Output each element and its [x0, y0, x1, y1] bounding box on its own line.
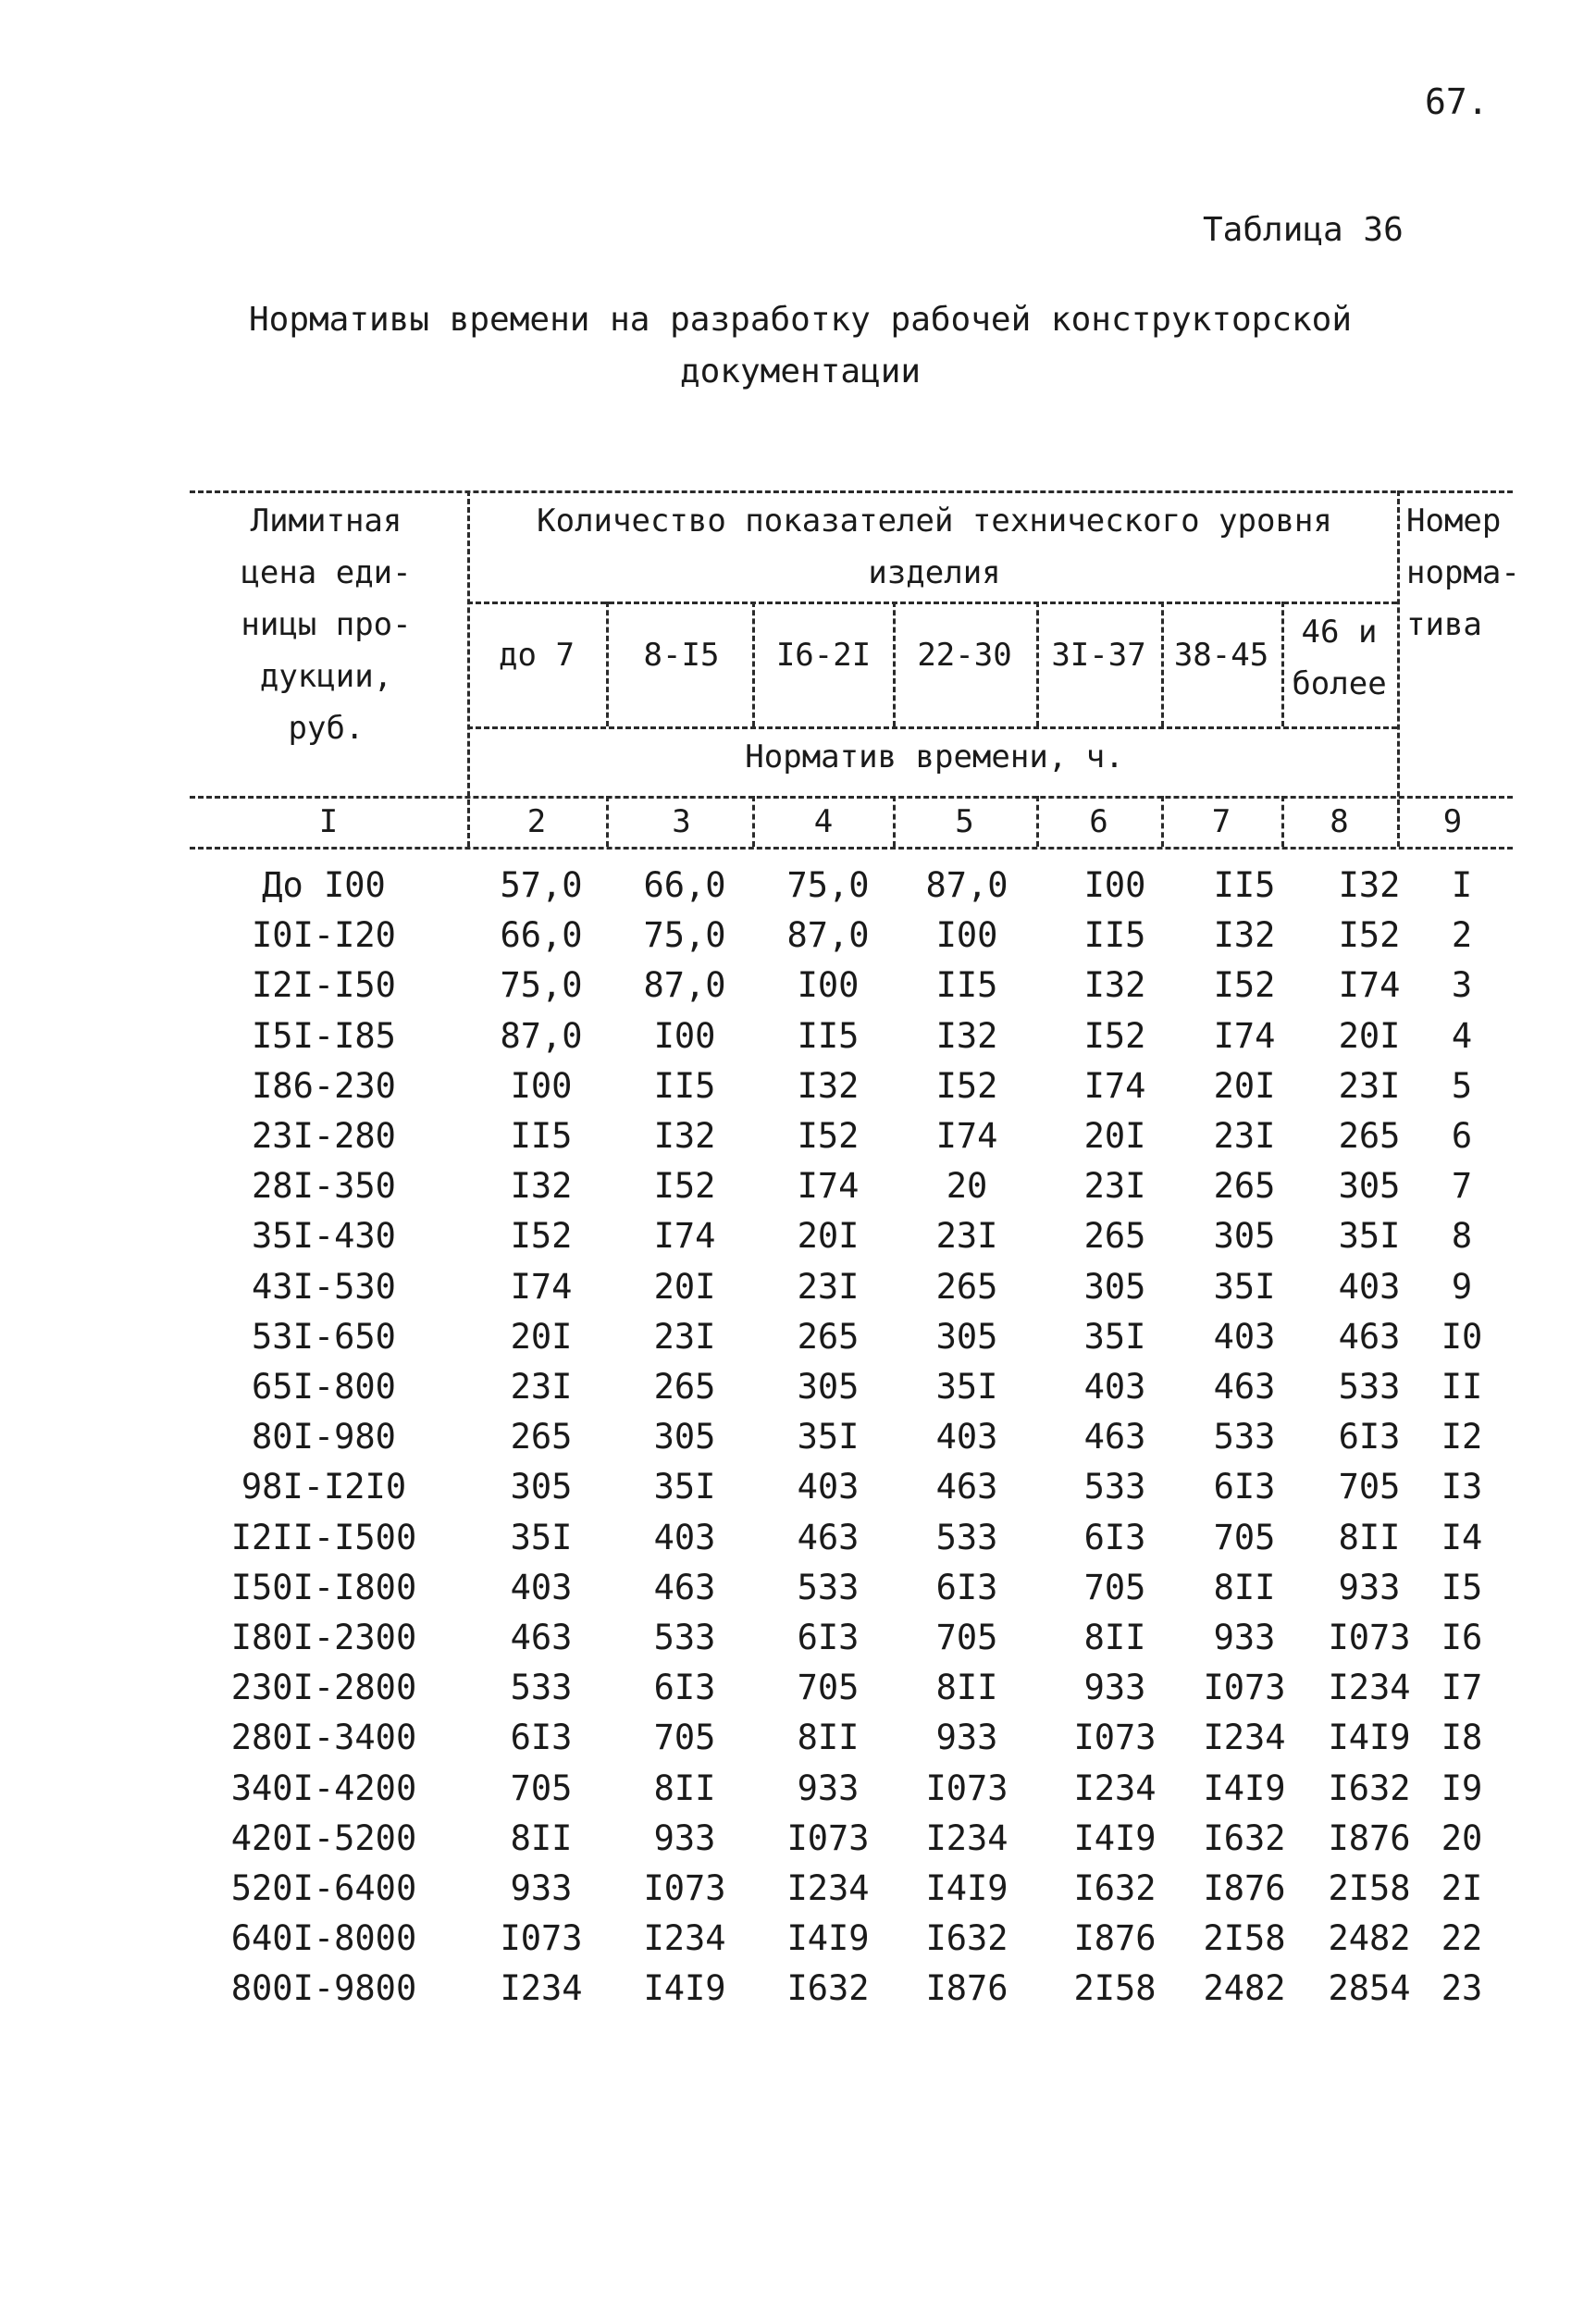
table-cell-col8: 23I [1338, 1065, 1401, 1106]
table-cell-col6: I073 [1073, 1718, 1157, 1758]
table-cell-col7: 305 [1213, 1216, 1276, 1257]
table-cell-col9: I9 [1441, 1767, 1483, 1808]
col-number-6: 6 [1089, 803, 1108, 840]
table-cell-col5: 35I [935, 1367, 998, 1407]
table-row [0, 1968, 1596, 2018]
table-cell-col8: I073 [1328, 1618, 1411, 1657]
table-row [0, 1568, 1596, 1618]
table-cell-col5: I00 [935, 915, 998, 956]
table-cell-col4: I073 [786, 1817, 870, 1858]
table-cell-col7: I74 [1213, 1015, 1276, 1056]
table-cell-col7: 403 [1213, 1316, 1276, 1357]
table-cell-col5: 265 [935, 1266, 998, 1307]
table-row [0, 1016, 1596, 1066]
table-cell-col4: 403 [797, 1467, 860, 1507]
table-cell-col1: I50I-I800 [230, 1567, 417, 1607]
subcol-3: 8-I5 [643, 637, 720, 674]
table-cell-col7: I32 [1213, 915, 1276, 956]
subcol-divider-2 [606, 602, 609, 726]
table-row [0, 1267, 1596, 1317]
page-number: 67. [1425, 81, 1489, 122]
table-cell-col7: 35I [1213, 1266, 1276, 1307]
table-cell-col1: I86-230 [252, 1065, 396, 1106]
table-cell-col9: I6 [1441, 1618, 1483, 1657]
table-cell-col9: 22 [1441, 1918, 1483, 1959]
table-cell-col5: I52 [935, 1065, 998, 1106]
table-cell-col6: 305 [1083, 1266, 1146, 1307]
table-row [0, 1216, 1596, 1266]
table-row [0, 1868, 1596, 1918]
table-cell-col5: I4I9 [925, 1868, 1008, 1908]
table-cell-col7: 23I [1213, 1116, 1276, 1156]
table-cell-col4: 35I [797, 1417, 860, 1457]
table-cell-col7: I234 [1203, 1718, 1286, 1758]
table-cell-col6: 6I3 [1083, 1517, 1146, 1557]
table-cell-col6: I00 [1083, 865, 1146, 905]
table-cell-col6: I632 [1073, 1868, 1157, 1908]
table-cell-col2: I073 [500, 1918, 583, 1959]
table-cell-col9: 2 [1451, 915, 1473, 956]
table-cell-col8: I74 [1338, 965, 1401, 1006]
table-cell-col8: I234 [1328, 1668, 1411, 1708]
table-row [0, 1116, 1596, 1166]
table-cell-col5: 933 [935, 1718, 998, 1758]
table-cell-col8: 933 [1338, 1567, 1401, 1607]
table-cell-col5: 8II [935, 1668, 998, 1708]
table-cell-col3: I52 [653, 1166, 716, 1207]
table-row [0, 1918, 1596, 1968]
table-cell-col5: I876 [925, 1968, 1008, 2009]
table-cell-col9: I5 [1441, 1567, 1483, 1607]
table-cell-col3: I74 [653, 1216, 716, 1257]
subcol-6: 3I-37 [1051, 637, 1146, 674]
table-cell-col5: I632 [925, 1918, 1008, 1959]
table-row [0, 1768, 1596, 1818]
table-cell-col5: 533 [935, 1517, 998, 1557]
table-cell-col8: I876 [1328, 1817, 1411, 1858]
table-cell-col1: 28I-350 [252, 1166, 396, 1207]
table-cell-col1: 35I-430 [252, 1216, 396, 1257]
table-cell-col4: 20I [797, 1216, 860, 1257]
table-cell-col1: 520I-6400 [230, 1868, 417, 1908]
table-cell-col7: I876 [1203, 1868, 1286, 1908]
table-cell-col3: 8II [653, 1767, 716, 1808]
table-row [0, 1417, 1596, 1467]
table-cell-col3: I32 [653, 1116, 716, 1156]
table-cell-col1: 280I-3400 [230, 1718, 417, 1758]
table-row [0, 1618, 1596, 1668]
table-cell-col8: 2854 [1328, 1968, 1411, 2009]
table-cell-col2: 305 [510, 1467, 573, 1507]
table-cell-col8: I32 [1338, 865, 1401, 905]
table-row [0, 1066, 1596, 1116]
table-row [0, 865, 1596, 915]
table-cell-col3: 705 [653, 1718, 716, 1758]
table-row [0, 1467, 1596, 1517]
table-cell-col6: 463 [1083, 1417, 1146, 1457]
table-cell-col4: 75,0 [786, 865, 870, 905]
table-cell-col6: 533 [1083, 1467, 1146, 1507]
table-cell-col1: 340I-4200 [230, 1767, 417, 1808]
table-cell-col8: 533 [1338, 1367, 1401, 1407]
subcol-5: 22-30 [917, 637, 1012, 674]
table-cell-col1: 420I-5200 [230, 1817, 417, 1858]
table-cell-col3: I073 [643, 1868, 726, 1908]
table-cell-col6: 35I [1083, 1316, 1146, 1357]
table-cell-col7: I4I9 [1203, 1767, 1286, 1808]
table-cell-col2: 6I3 [510, 1718, 573, 1758]
table-cell-col8: 705 [1338, 1467, 1401, 1507]
table-row [0, 965, 1596, 1015]
table-cell-col2: 933 [510, 1868, 573, 1908]
table-cell-col8: 265 [1338, 1116, 1401, 1156]
table-cell-col4: 8II [797, 1718, 860, 1758]
table-cell-col5: I234 [925, 1817, 1008, 1858]
subcol-4: I6-2I [775, 637, 872, 674]
table-cell-col8: 2I58 [1328, 1868, 1411, 1908]
table-cell-col1: 23I-280 [252, 1116, 396, 1156]
table-cell-col4: I632 [786, 1968, 870, 2009]
table-cell-col8: 20I [1338, 1015, 1401, 1056]
table-row [0, 1367, 1596, 1417]
table-cell-col8: 403 [1338, 1266, 1401, 1307]
table-cell-col3: 463 [653, 1567, 716, 1607]
table-cell-col3: 75,0 [643, 915, 726, 956]
table-cell-col2: I32 [510, 1166, 573, 1207]
table-cell-col9: 7 [1451, 1166, 1473, 1207]
table-cell-col2: 403 [510, 1567, 573, 1607]
table-cell-col4: 305 [797, 1367, 860, 1407]
table-label: Таблица 36 [1203, 211, 1404, 249]
table-cell-col7: 463 [1213, 1367, 1276, 1407]
table-row [0, 1668, 1596, 1718]
table-cell-col5: 705 [935, 1618, 998, 1657]
table-cell-col1: 98I-I2I0 [241, 1467, 407, 1507]
table-cell-col3: I234 [643, 1918, 726, 1959]
table-cell-col2: 20I [510, 1316, 573, 1357]
table-cell-col8: 463 [1338, 1316, 1401, 1357]
col-number-2: 2 [526, 803, 547, 840]
table-cell-col3: 20I [653, 1266, 716, 1307]
table-cell-col1: 65I-800 [252, 1367, 396, 1407]
col-number-5: 5 [955, 803, 974, 840]
table-cell-col8: 35I [1338, 1216, 1401, 1257]
table-cell-col3: 23I [653, 1316, 716, 1357]
table-cell-col2: 57,0 [500, 865, 583, 905]
table-cell-col3: 6I3 [653, 1668, 716, 1708]
table-cell-col5: I073 [925, 1767, 1008, 1808]
table-cell-col5: 403 [935, 1417, 998, 1457]
table-cell-col1: 800I-9800 [230, 1968, 417, 2009]
table-cell-col3: 66,0 [643, 865, 726, 905]
col-number-3: 3 [672, 803, 691, 840]
table-cell-col7: 705 [1213, 1517, 1276, 1557]
table-cell-col7: 20I [1213, 1065, 1276, 1106]
table-cell-col9: 4 [1451, 1015, 1473, 1056]
table-cell-col6: I4I9 [1073, 1817, 1157, 1858]
table-cell-col4: I52 [797, 1116, 860, 1156]
table-cell-col4: I00 [797, 965, 860, 1006]
table-cell-col8: 8II [1338, 1517, 1401, 1557]
table-cell-col2: 66,0 [500, 915, 583, 956]
header-col9: Номер норма- тива [1406, 502, 1520, 643]
table-cell-col8: I632 [1328, 1767, 1411, 1808]
table-cell-col4: 933 [797, 1767, 860, 1808]
table-cell-col5: I32 [935, 1015, 998, 1056]
table-row [0, 1718, 1596, 1767]
table-cell-col6: 8II [1083, 1618, 1146, 1657]
table-cell-col1: 230I-2800 [230, 1668, 417, 1708]
table-cell-col2: 23I [510, 1367, 573, 1407]
table-cell-col4: 6I3 [797, 1618, 860, 1657]
table-cell-col7: 8II [1213, 1567, 1276, 1607]
table-cell-col8: 305 [1338, 1166, 1401, 1207]
table-cell-col2: 533 [510, 1668, 573, 1708]
table-cell-col2: I52 [510, 1216, 573, 1257]
table-cell-col1: I5I-I85 [252, 1015, 396, 1056]
table-cell-col8: 2482 [1328, 1918, 1411, 1959]
table-cell-col3: 35I [653, 1467, 716, 1507]
table-cell-col6: I234 [1073, 1767, 1157, 1808]
table-cell-col6: I32 [1083, 965, 1146, 1006]
table-cell-col2: 75,0 [500, 965, 583, 1006]
table-cell-col9: I [1451, 865, 1473, 905]
table-cell-col5: 20 [946, 1166, 988, 1207]
table-cell-col7: 2I58 [1203, 1918, 1286, 1959]
subcol-7: 38-45 [1173, 637, 1269, 674]
table-row [0, 1317, 1596, 1367]
table-cell-col9: I8 [1441, 1718, 1483, 1758]
table-cell-col6: I876 [1073, 1918, 1157, 1959]
table-cell-col2: 463 [510, 1618, 573, 1657]
table-cell-col4: 463 [797, 1517, 860, 1557]
table-cell-col8: I52 [1338, 915, 1401, 956]
header-divider-col9 [1397, 490, 1400, 847]
table-cell-col7: 2482 [1203, 1968, 1286, 2009]
header-group-title: Количество показателей технического уровня изделия [537, 502, 1332, 591]
table-cell-col9: I3 [1441, 1467, 1483, 1507]
table-cell-col3: II5 [653, 1065, 716, 1106]
table-cell-col4: I32 [797, 1065, 860, 1106]
table-cell-col2: II5 [510, 1116, 573, 1156]
table-cell-col1: 43I-530 [252, 1266, 396, 1307]
table-cell-col7: I073 [1203, 1668, 1286, 1708]
table-cell-col2: 705 [510, 1767, 573, 1808]
table-cell-col4: 533 [797, 1567, 860, 1607]
table-cell-col4: I74 [797, 1166, 860, 1207]
table-cell-col1: I2I-I50 [252, 965, 396, 1006]
table-cell-col3: 403 [653, 1517, 716, 1557]
table-cell-col2: 35I [510, 1517, 573, 1557]
subcol-2: до 7 [499, 637, 575, 674]
header-col1: Лимитная цена еди- ницы про- дукции, руб. [241, 502, 412, 747]
table-cell-col4: 705 [797, 1668, 860, 1708]
table-cell-col1: 80I-980 [252, 1417, 396, 1457]
table-cell-col3: 265 [653, 1367, 716, 1407]
table-cell-col5: 463 [935, 1467, 998, 1507]
table-cell-col5: I74 [935, 1116, 998, 1156]
table-cell-col5: 87,0 [925, 865, 1008, 905]
table-cell-col4: 87,0 [786, 915, 870, 956]
table-cell-col9: 2I [1441, 1868, 1483, 1908]
table-cell-col6: I52 [1083, 1015, 1146, 1056]
table-cell-col7: 265 [1213, 1166, 1276, 1207]
table-cell-col1: I0I-I20 [252, 915, 396, 956]
table-cell-col2: I74 [510, 1266, 573, 1307]
table-cell-col2: 87,0 [500, 1015, 583, 1056]
table-cell-col4: II5 [797, 1015, 860, 1056]
table-cell-col9: 23 [1441, 1968, 1483, 2009]
table-cell-col9: II [1441, 1367, 1483, 1407]
col-number-7: 7 [1211, 803, 1231, 840]
table-row [0, 1818, 1596, 1868]
num-divider-2 [606, 796, 609, 847]
col-number-4: 4 [813, 803, 834, 840]
table-cell-col4: 265 [797, 1316, 860, 1357]
table-cell-col3: 533 [653, 1618, 716, 1657]
col-number-9: 9 [1442, 803, 1463, 840]
table-cell-col1: I2II-I500 [230, 1517, 417, 1557]
table-cell-col6: I74 [1083, 1065, 1146, 1106]
table-cell-col6: II5 [1083, 915, 1146, 956]
table-cell-col2: I00 [510, 1065, 573, 1106]
table-row [0, 1518, 1596, 1568]
table-cell-col6: 2I58 [1073, 1968, 1157, 2009]
table-cell-col2: 265 [510, 1417, 573, 1457]
table-cell-col6: 933 [1083, 1668, 1146, 1708]
title-line-1: Нормативы времени на разработку рабочей конструкторской [248, 301, 1353, 339]
table-cell-col9: I2 [1441, 1417, 1483, 1457]
table-cell-col8: 6I3 [1338, 1417, 1401, 1457]
table-cell-col7: II5 [1213, 865, 1276, 905]
subcol-8: 46 и более [1292, 614, 1387, 702]
table-cell-col1: 640I-8000 [230, 1918, 417, 1959]
table-cell-col2: I234 [500, 1968, 583, 2009]
table-cell-col6: 265 [1083, 1216, 1146, 1257]
col-number-1: I [318, 803, 339, 840]
table-cell-col7: I52 [1213, 965, 1276, 1006]
header-top-rule [190, 490, 1513, 493]
table-cell-col1: I80I-2300 [230, 1618, 417, 1657]
table-cell-col2: 8II [510, 1817, 573, 1858]
table-cell-col3: 305 [653, 1417, 716, 1457]
table-cell-col9: 6 [1451, 1116, 1473, 1156]
table-cell-col7: I632 [1203, 1817, 1286, 1858]
table-cell-col6: 20I [1083, 1116, 1146, 1156]
table-cell-col7: 6I3 [1213, 1467, 1276, 1507]
table-row [0, 1166, 1596, 1216]
table-cell-col3: I4I9 [643, 1968, 726, 2009]
table-cell-col9: 20 [1441, 1817, 1483, 1858]
header-norm-rule [467, 726, 1397, 729]
table-row [0, 915, 1596, 965]
table-cell-col3: 933 [653, 1817, 716, 1858]
table-cell-col9: 5 [1451, 1065, 1473, 1106]
table-cell-col5: 305 [935, 1316, 998, 1357]
table-cell-col5: 6I3 [935, 1567, 998, 1607]
col-number-8: 8 [1330, 803, 1349, 840]
title-line-2: документации [679, 353, 922, 391]
table-cell-col9: I0 [1441, 1316, 1483, 1357]
table-cell-col6: 403 [1083, 1367, 1146, 1407]
table-cell-col9: 9 [1451, 1266, 1473, 1307]
table-cell-col4: I234 [786, 1868, 870, 1908]
table-cell-col5: II5 [935, 965, 998, 1006]
table-cell-col7: 933 [1213, 1618, 1276, 1657]
table-cell-col3: 87,0 [643, 965, 726, 1006]
table-cell-col9: I4 [1441, 1517, 1483, 1557]
table-cell-col8: I4I9 [1328, 1718, 1411, 1758]
table-cell-col7: 533 [1213, 1417, 1276, 1457]
table-cell-col3: I00 [653, 1015, 716, 1056]
table-cell-col6: 23I [1083, 1166, 1146, 1207]
table-cell-col9: 8 [1451, 1216, 1473, 1257]
table-cell-col4: 23I [797, 1266, 860, 1307]
table-cell-col1: 53I-650 [252, 1316, 396, 1357]
table-cell-col4: I4I9 [786, 1918, 870, 1959]
table-cell-col1: До I00 [262, 865, 386, 905]
table-cell-col9: I7 [1441, 1668, 1483, 1708]
table-cell-col5: 23I [935, 1216, 998, 1257]
table-title [185, 294, 1416, 398]
table-cell-col9: 3 [1451, 965, 1473, 1006]
table-cell-col6: 705 [1083, 1567, 1146, 1607]
header-norm-time: Норматив времени, ч. [745, 738, 1124, 775]
